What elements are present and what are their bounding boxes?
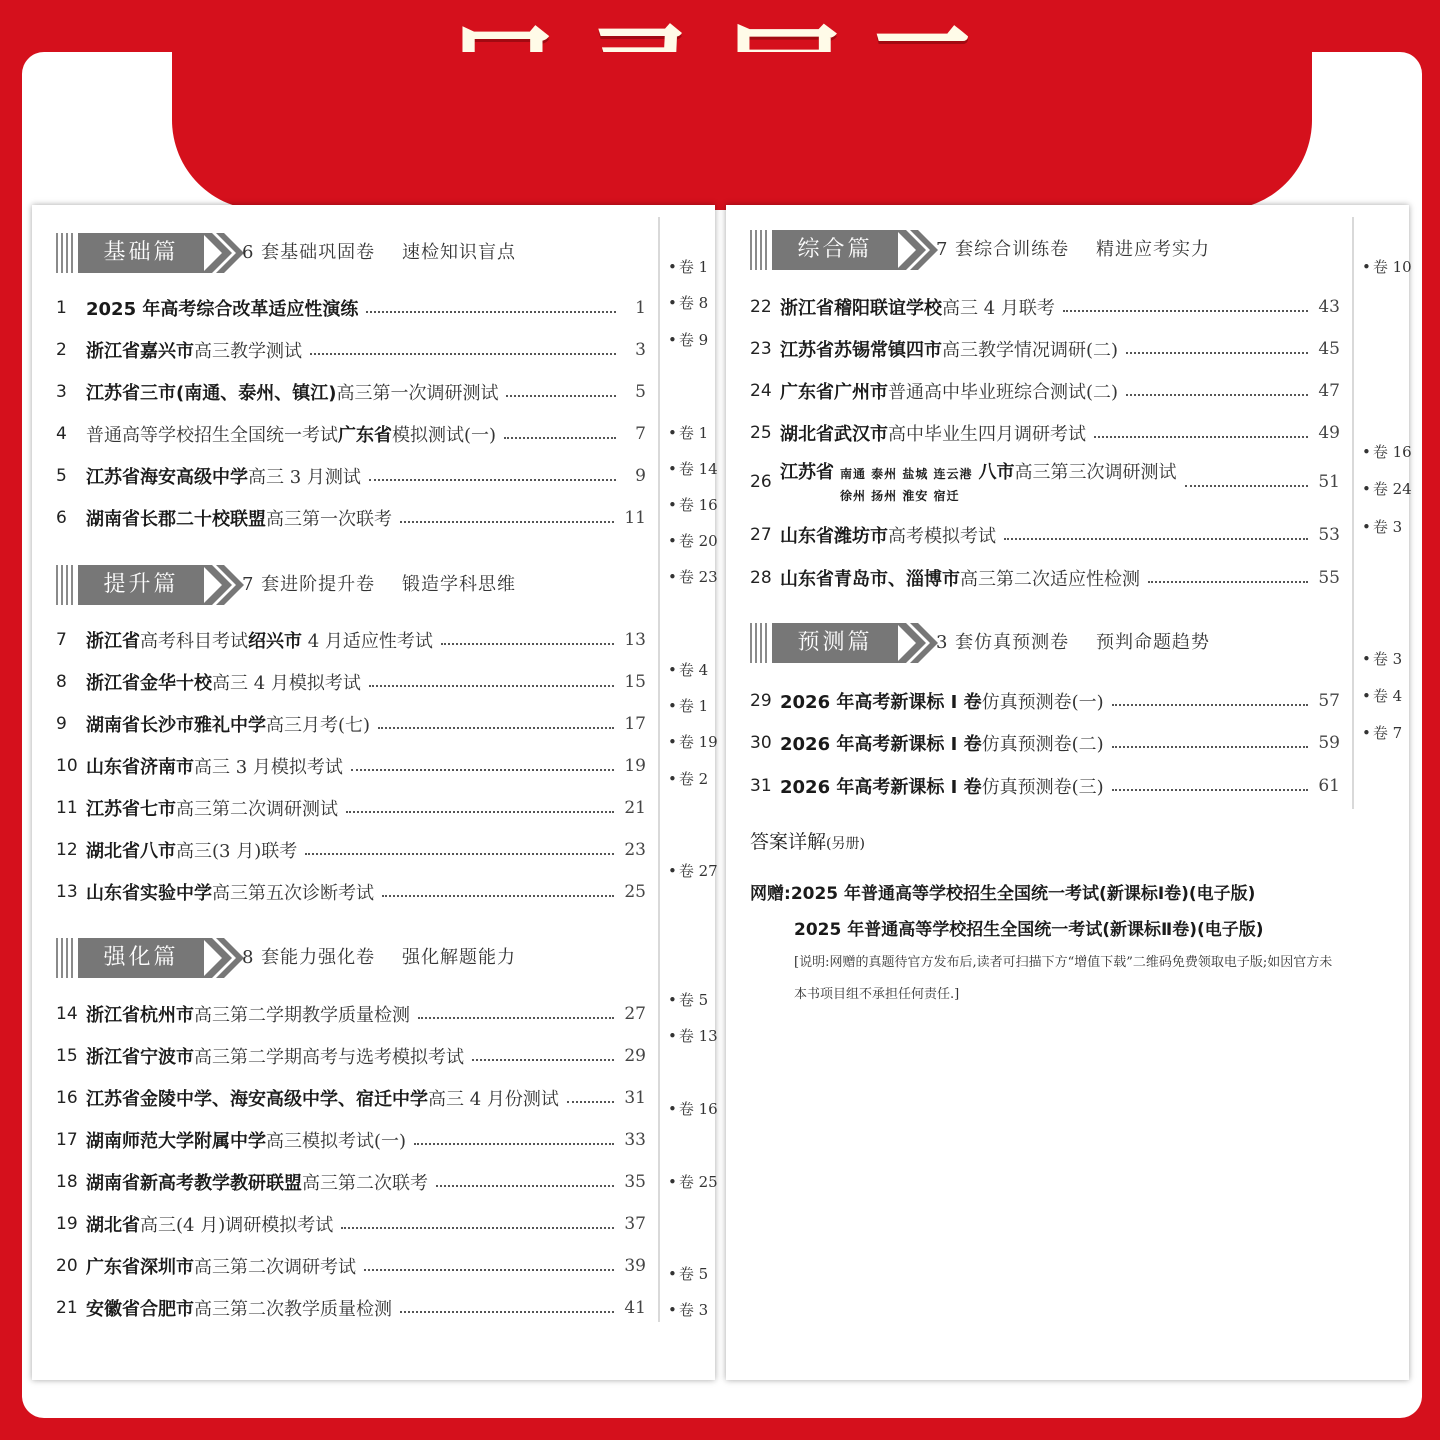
entry-title-plain: 高三 4 月份测试 — [428, 1089, 559, 1110]
entry-number: 17 — [56, 1130, 78, 1150]
entry-title-plain: 高三第二次联考 — [302, 1173, 428, 1194]
answers-label: 答案详解 — [750, 831, 827, 853]
side-label: • 卷 8 — [668, 292, 712, 313]
toc-entry — [56, 1126, 646, 1154]
entry-number: 31 — [750, 776, 772, 796]
dot-leader — [418, 1017, 614, 1019]
entry-title — [86, 337, 302, 363]
entry-number: 21 — [56, 1298, 78, 1318]
page-number: 47 — [1318, 381, 1340, 401]
page-number: 49 — [1318, 423, 1340, 443]
page-number: 27 — [624, 1004, 646, 1024]
entry-title — [780, 420, 1086, 446]
answers-note: (另册) — [826, 836, 865, 852]
dot-leader — [506, 395, 616, 397]
entry-title-bold: 湖南师范大学附属中学 — [86, 1131, 266, 1152]
entry-title-bold: 2026 年高考新课标 Ⅰ 卷 — [780, 777, 982, 798]
toc-page-left — [32, 205, 718, 1380]
section-header-zonghe — [750, 230, 1230, 270]
entry-title-bold: 浙江省金华十校 — [86, 673, 212, 694]
toc-entry — [750, 335, 1340, 363]
page-number: 19 — [624, 756, 646, 776]
side-label: • 卷 25 — [668, 1171, 712, 1192]
entry-title-plain: 仿真预测卷(三) — [981, 777, 1104, 798]
entry-title-plain: 高考模拟考试 — [888, 526, 996, 547]
entry-number: 3 — [56, 382, 67, 402]
toc-entry — [56, 420, 646, 448]
entry-title-bold: 2026 年高考新课标 Ⅰ 卷 — [780, 734, 982, 755]
section-description: 7 套进阶提升卷 锻造学科思维 — [242, 574, 517, 595]
side-label: • 卷 4 — [1362, 685, 1406, 706]
side-label: • 卷 7 — [1362, 722, 1406, 743]
side-label: • 卷 16 — [668, 494, 712, 515]
toc-entry — [750, 687, 1340, 715]
section-description: 6 套基础巩固卷 速检知识盲点 — [242, 242, 517, 263]
entry-number: 6 — [56, 508, 67, 528]
toc-entry — [56, 378, 646, 406]
dot-leader — [414, 1143, 614, 1145]
chevron-right-icon — [202, 938, 244, 978]
page-number: 25 — [624, 882, 646, 902]
entry-title-bold: 湖南省长沙市雅礼中学 — [86, 715, 266, 736]
entry-title-plain: 高三 4 月模拟考试 — [212, 673, 361, 694]
entry-title — [780, 294, 1055, 320]
entry-number: 19 — [56, 1214, 78, 1234]
dot-leader — [1126, 394, 1308, 396]
entry-title-plain: 高三第三次调研测试 — [1014, 461, 1177, 483]
toc-entry — [56, 710, 646, 738]
entry-title — [86, 295, 358, 321]
section-label: 强化篇 — [78, 938, 204, 978]
toc-entry — [56, 668, 646, 696]
page-number: 3 — [635, 340, 646, 360]
note-line-2: 本书项目组不承担任何责任.] — [794, 987, 960, 1002]
city-list-row: 徐州 扬州 淮安 宿迁 — [840, 488, 960, 503]
side-label: • 卷 1 — [668, 256, 712, 277]
toc-entry — [56, 878, 646, 906]
entry-title — [86, 1127, 406, 1153]
toc-entry — [56, 1168, 646, 1196]
city-list-row: 南通 泰州 盐城 连云港 — [840, 466, 973, 481]
entry-title — [780, 522, 996, 548]
entry-title — [86, 1085, 559, 1111]
toc-entry — [56, 1210, 646, 1238]
entry-title-bold: 2025 年高考综合改革适应性演练 — [86, 299, 359, 320]
entry-number: 16 — [56, 1088, 78, 1108]
section-label: 提升篇 — [78, 565, 204, 605]
toc-entry — [750, 564, 1340, 592]
page-number: 7 — [635, 424, 646, 444]
entry-number: 28 — [750, 568, 772, 588]
entry-title — [86, 1253, 356, 1279]
entry-number: 24 — [750, 381, 772, 401]
entry-number: 18 — [56, 1172, 78, 1192]
gift-line-1 — [750, 879, 1255, 904]
toc-entry — [56, 294, 646, 322]
side-label: • 卷 24 — [1362, 478, 1406, 499]
page-number: 17 — [624, 714, 646, 734]
section-bars — [750, 230, 770, 270]
entry-title — [86, 795, 338, 821]
entry-title-plain: 高中毕业生四月调研考试 — [888, 424, 1086, 445]
entry-title — [86, 753, 343, 779]
gift-line-2 — [794, 915, 1264, 940]
entry-title-bold: 山东省潍坊市 — [780, 526, 888, 547]
section-bars — [56, 233, 76, 273]
page-number: 37 — [624, 1214, 646, 1234]
toc-entry — [750, 293, 1340, 321]
entry-title-bold: 山东省济南市 — [86, 757, 194, 778]
entry-number: 9 — [56, 714, 67, 734]
dot-leader — [1112, 789, 1309, 791]
page-number: 5 — [635, 382, 646, 402]
entry-number: 5 — [56, 466, 67, 486]
toc-entry — [56, 1084, 646, 1112]
entry-title — [86, 879, 374, 905]
section-bars — [56, 938, 76, 978]
dot-leader — [400, 1311, 614, 1313]
side-label: • 卷 19 — [668, 731, 712, 752]
toc-entry — [750, 419, 1340, 447]
entry-title-bold: 八市 — [978, 461, 1015, 483]
entry-number: 8 — [56, 672, 67, 692]
page-number: 11 — [624, 508, 646, 528]
entry-title-plain: 高三(3 月)联考 — [176, 841, 298, 862]
page-number: 35 — [624, 1172, 646, 1192]
entry-title-plain: 普通高中毕业班综合测试(二) — [888, 382, 1119, 403]
entry-title-bold: 浙江省 — [86, 631, 140, 652]
entry-title-plain: 高三(4 月)调研模拟考试 — [140, 1215, 334, 1236]
entry-title — [780, 378, 1118, 404]
page-number: 53 — [1318, 525, 1340, 545]
dot-leader — [504, 437, 616, 439]
toc-entry — [750, 772, 1340, 800]
entry-title — [780, 773, 1104, 799]
chevron-right-icon — [202, 233, 244, 273]
toc-entry — [56, 1252, 646, 1280]
section-header-tisheng — [56, 565, 536, 605]
section-label: 预测篇 — [772, 623, 898, 663]
dot-leader — [364, 1269, 614, 1271]
dot-leader — [1112, 704, 1309, 706]
section-label: 基础篇 — [78, 233, 204, 273]
side-label: • 卷 5 — [668, 989, 712, 1010]
dot-leader — [378, 727, 614, 729]
toc-entry — [56, 836, 646, 864]
page-number: 9 — [635, 466, 646, 486]
page-number: 55 — [1318, 568, 1340, 588]
chevron-right-icon — [202, 565, 244, 605]
chevron-right-icon — [896, 623, 938, 663]
dot-leader — [305, 853, 614, 855]
page-number: 57 — [1318, 691, 1340, 711]
entry-title-plain: 高三教学情况调研(二) — [942, 340, 1119, 361]
side-label: • 卷 23 — [668, 566, 712, 587]
entry-title-bold: 安徽省合肥市 — [86, 1299, 194, 1320]
dot-leader — [400, 521, 614, 523]
dot-leader — [1004, 538, 1308, 540]
entry-title-bold: 浙江省宁波市 — [86, 1047, 194, 1068]
entry-title — [86, 1043, 464, 1069]
side-label: • 卷 14 — [668, 458, 712, 479]
toc-entry — [750, 521, 1340, 549]
toc-entry — [56, 794, 646, 822]
page-number: 31 — [624, 1088, 646, 1108]
entry-title — [780, 458, 1177, 507]
entry-title — [780, 336, 1118, 362]
dot-leader — [1148, 581, 1308, 583]
gift-item-2: 2025 年普通高等学校招生全国统一考试(新课标Ⅱ卷)(电子版) — [794, 920, 1264, 940]
page-number: 29 — [624, 1046, 646, 1066]
entry-title — [86, 627, 433, 653]
entry-title — [86, 1001, 410, 1027]
entry-title — [780, 730, 1104, 756]
section-header-yuce — [750, 623, 1230, 663]
note-line-1: [说明:网赠的真题待官方发布后,读者可扫描下方“增值下载”二维码免费领取电子版;如因官方未 — [794, 955, 1333, 970]
entry-title-plain: 高三模拟考试(一) — [266, 1131, 407, 1152]
entry-title — [86, 711, 370, 737]
side-label: • 卷 16 — [1362, 441, 1406, 462]
dot-leader — [1126, 352, 1308, 354]
entry-title-plain: 高三教学测试 — [194, 341, 302, 362]
toc-entry — [56, 1042, 646, 1070]
page-number: 33 — [624, 1130, 646, 1150]
answers-line — [750, 827, 865, 854]
side-label: • 卷 20 — [668, 530, 712, 551]
entry-title-plain: 普通高等学校招生全国统一考试 — [86, 425, 338, 446]
entry-title-plain: 高三第二学期教学质量检测 — [194, 1005, 410, 1026]
column-divider — [658, 217, 660, 1322]
entry-title-plain: 高三第二次适应性检测 — [960, 569, 1140, 590]
side-label: • 卷 3 — [1362, 648, 1406, 669]
side-label: • 卷 10 — [1362, 256, 1406, 277]
section-header-jichu — [56, 233, 536, 273]
entry-number: 4 — [56, 424, 67, 444]
toc-entry — [750, 461, 1340, 503]
dot-leader — [472, 1059, 614, 1061]
toc-entry — [56, 504, 646, 532]
dot-leader — [369, 479, 616, 481]
entry-title-bold: 江苏省 — [780, 461, 834, 483]
entry-title-bold: 湖北省武汉市 — [780, 424, 888, 445]
page-number: 23 — [624, 840, 646, 860]
toc-entry — [56, 752, 646, 780]
side-label: • 卷 27 — [668, 860, 712, 881]
entry-title — [780, 565, 1140, 591]
section-bars — [56, 565, 76, 605]
gift-item-1: 2025 年普通高等学校招生全国统一考试(新课标Ⅰ卷)(电子版) — [790, 884, 1256, 904]
entry-title-plain: 高三 3 月模拟考试 — [194, 757, 343, 778]
entry-title-plain: 高三第五次诊断考试 — [212, 883, 374, 904]
page-number: 51 — [1318, 472, 1340, 492]
entry-number: 10 — [56, 756, 78, 776]
entry-number: 25 — [750, 423, 772, 443]
entry-title — [86, 1211, 333, 1237]
toc-entry — [56, 1000, 646, 1028]
entry-title-bold: 湖北省八市 — [86, 841, 176, 862]
section-description: 8 套能力强化卷 强化解题能力 — [242, 947, 517, 968]
entry-title-bold: 浙江省杭州市 — [86, 1005, 194, 1026]
dot-leader — [382, 895, 614, 897]
dot-leader — [436, 1185, 614, 1187]
page-number: 15 — [624, 672, 646, 692]
dot-leader — [441, 643, 614, 645]
entry-title-plain: 高三 3 月测试 — [248, 467, 361, 488]
toc-entry — [56, 626, 646, 654]
side-label: • 卷 13 — [668, 1025, 712, 1046]
entry-title-bold: 湖北省 — [86, 1215, 140, 1236]
entry-title — [86, 669, 361, 695]
entry-title — [86, 379, 498, 405]
page-number: 1 — [635, 298, 646, 318]
entry-title-bold: 江苏省海安高级中学 — [86, 467, 248, 488]
dot-leader — [1063, 310, 1308, 312]
city-list — [840, 463, 973, 507]
side-label: • 卷 3 — [1362, 516, 1406, 537]
entry-title-plain: 模拟测试(一) — [392, 425, 497, 446]
section-label: 综合篇 — [772, 230, 898, 270]
toc-entry — [56, 1294, 646, 1322]
column-divider — [1352, 217, 1354, 809]
entry-number: 29 — [750, 691, 772, 711]
toc-entry — [56, 336, 646, 364]
dot-leader — [1185, 485, 1309, 487]
entry-title — [86, 463, 361, 489]
entry-title-plain: 4 月适应性考试 — [302, 631, 433, 652]
toc-entry — [750, 377, 1340, 405]
gift-prefix: 网赠: — [750, 884, 791, 904]
side-label: • 卷 5 — [668, 1263, 712, 1284]
dot-leader — [310, 353, 616, 355]
side-label: • 卷 1 — [668, 422, 712, 443]
entry-title-bold: 湖南省新高考教学教研联盟 — [86, 1173, 302, 1194]
entry-title-bold: 浙江省嘉兴市 — [86, 341, 194, 362]
page-number: 61 — [1318, 776, 1340, 796]
page-number: 13 — [624, 630, 646, 650]
entry-number: 13 — [56, 882, 78, 902]
entry-title-bold: 绍兴市 — [248, 631, 302, 652]
entry-number: 15 — [56, 1046, 78, 1066]
toc-entry — [56, 462, 646, 490]
entry-title-plain: 高三第二次调研测试 — [176, 799, 338, 820]
entry-number: 12 — [56, 840, 78, 860]
entry-title-plain: 高三第二次教学质量检测 — [194, 1299, 392, 1320]
entry-title — [86, 837, 297, 863]
dot-leader — [567, 1101, 614, 1103]
entry-title-plain: 高三 4 月联考 — [942, 298, 1055, 319]
section-bars — [750, 623, 770, 663]
section-description: 7 套综合训练卷 精进应考实力 — [936, 239, 1211, 260]
entry-title-bold: 广东省广州市 — [780, 382, 888, 403]
entry-title-bold: 湖南省长郡二十校联盟 — [86, 509, 266, 530]
chevron-right-icon — [896, 230, 938, 270]
banner-tab — [172, 52, 1312, 210]
entry-title-plain: 高三第二次调研考试 — [194, 1257, 356, 1278]
toc-page-right — [726, 205, 1412, 1380]
dot-leader — [369, 685, 614, 687]
page-number: 59 — [1318, 733, 1340, 753]
entry-number: 2 — [56, 340, 67, 360]
entry-title — [86, 1169, 428, 1195]
entry-title-plain: 高三第一次联考 — [266, 509, 392, 530]
dot-leader — [1094, 436, 1308, 438]
side-label: • 卷 2 — [668, 768, 712, 789]
entry-number: 14 — [56, 1004, 78, 1024]
entry-title-plain: 高考科目考试 — [140, 631, 248, 652]
entry-title — [86, 505, 392, 531]
dot-leader — [346, 811, 614, 813]
entry-title-bold: 江苏省七市 — [86, 799, 176, 820]
entry-number: 20 — [56, 1256, 78, 1276]
toc-entry — [750, 729, 1340, 757]
entry-title-bold: 广东省 — [338, 425, 392, 446]
entry-number: 1 — [56, 298, 67, 318]
dot-leader — [1112, 746, 1309, 748]
side-label: • 卷 16 — [668, 1098, 712, 1119]
dot-leader — [366, 311, 616, 313]
entry-title-bold: 广东省深圳市 — [86, 1257, 194, 1278]
entry-title-bold: 江苏省金陵中学、海安高级中学、宿迁中学 — [86, 1089, 428, 1110]
entry-number: 22 — [750, 297, 772, 317]
side-label: • 卷 1 — [668, 695, 712, 716]
entry-title — [780, 688, 1104, 714]
section-header-qianghua — [56, 938, 536, 978]
entry-number: 23 — [750, 339, 772, 359]
entry-number: 11 — [56, 798, 78, 818]
dot-leader — [351, 769, 614, 771]
page-number: 41 — [624, 1298, 646, 1318]
entry-title-bold: 山东省青岛市、淄博市 — [780, 569, 960, 590]
dot-leader — [341, 1227, 614, 1229]
page-number: 43 — [1318, 297, 1340, 317]
section-description: 3 套仿真预测卷 预判命题趋势 — [936, 632, 1211, 653]
entry-title-bold: 江苏省三市(南通、泰州、镇江) — [86, 383, 337, 404]
page-number: 45 — [1318, 339, 1340, 359]
entry-title-plain: 仿真预测卷(一) — [981, 692, 1104, 713]
entry-number: 26 — [750, 472, 772, 492]
side-label: • 卷 4 — [668, 659, 712, 680]
side-label: • 卷 9 — [668, 329, 712, 350]
entry-title-plain: 高三第二学期高考与选考模拟考试 — [194, 1047, 464, 1068]
page-number: 21 — [624, 798, 646, 818]
entry-title-bold: 浙江省稽阳联谊学校 — [780, 298, 942, 319]
entry-number: 30 — [750, 733, 772, 753]
entry-number: 27 — [750, 525, 772, 545]
entry-title — [86, 421, 496, 447]
entry-title-plain: 高三月考(七) — [266, 715, 371, 736]
entry-title-bold: 江苏省苏锡常镇四市 — [780, 340, 942, 361]
entry-title-plain: 仿真预测卷(二) — [981, 734, 1104, 755]
entry-title — [86, 1295, 392, 1321]
entry-number: 7 — [56, 630, 67, 650]
entry-title-bold: 山东省实验中学 — [86, 883, 212, 904]
page-number: 39 — [624, 1256, 646, 1276]
entry-title-plain: 高三第一次调研测试 — [336, 383, 499, 404]
side-label: • 卷 3 — [668, 1299, 712, 1320]
entry-title-bold: 2026 年高考新课标 Ⅰ 卷 — [780, 692, 982, 713]
